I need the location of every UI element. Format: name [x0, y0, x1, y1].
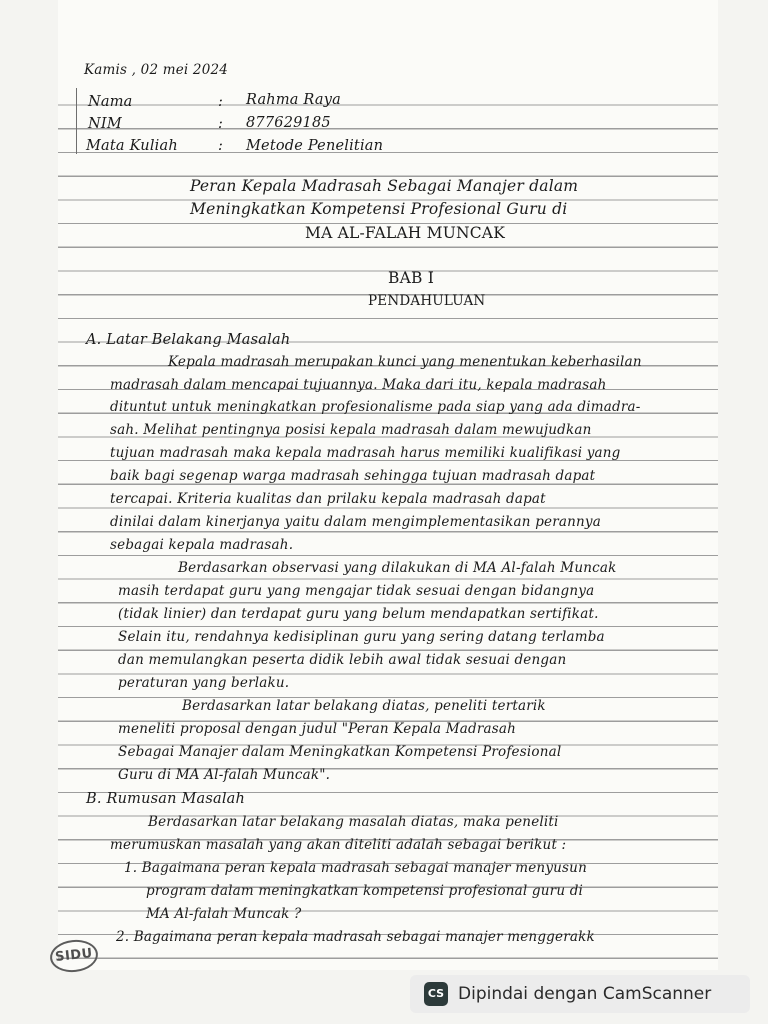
header-margin-line: [76, 88, 77, 154]
date-text: Kamis , 02 mei 2024: [84, 62, 229, 78]
paragraph-line: sah. Melihat pentingnya posisi kepala madrasah dalam mewujudkan: [110, 422, 592, 438]
paragraph-line: tercapai. Kriteria kualitas dan prilaku kepala madrasah dapat: [110, 491, 546, 507]
matkul-separator: :: [218, 138, 224, 154]
section-b-heading: B. Rumusan Masalah: [86, 791, 246, 807]
chapter-title: PENDAHULUAN: [368, 293, 486, 309]
title-line-3: MA AL-FALAH MUNCAK: [305, 224, 505, 242]
chapter-number: BAB I: [388, 269, 435, 287]
list-item: 2. Bagaimana peran kepala madrasah sebagai manajer menggerakk: [116, 929, 595, 945]
section-a-heading: A. Latar Belakang Masalah: [86, 332, 291, 348]
paragraph-line: Sebagai Manajer dalam Meningkatkan Kompetensi Profesional: [118, 744, 562, 760]
nim-label: NIM: [88, 116, 122, 132]
paragraph-line: peraturan yang berlaku.: [118, 675, 290, 691]
paragraph-line: tujuan madrasah maka kepala madrasah harus memiliki kualifikasi yang: [110, 445, 621, 461]
camscanner-label: Dipindai dengan CamScanner: [458, 984, 712, 1004]
sidu-logo: SIDU: [48, 938, 99, 975]
paragraph-line: Berdasarkan observasi yang dilakukan di MA Al-falah Muncak: [178, 560, 617, 576]
title-line-1: Peran Kepala Madrasah Sebagai Manajer dalam: [190, 177, 579, 195]
paragraph-line: Kepala madrasah merupakan kunci yang menentukan keberhasilan: [168, 354, 642, 370]
nama-value: Rahma Raya: [246, 92, 341, 108]
nim-value: 877629185: [246, 115, 331, 131]
paragraph-line: baik bagi segenap warga madrasah sehingga tujuan madrasah dapat: [110, 468, 596, 484]
paragraph-line: merumuskan masalah yang akan diteliti adalah sebagai berikut :: [110, 837, 567, 853]
paragraph-line: meneliti proposal dengan judul "Peran Kepala Madrasah: [118, 721, 517, 737]
nama-separator: :: [218, 94, 224, 110]
matkul-label: Mata Kuliah: [86, 138, 178, 154]
list-item-continuation: MA Al-falah Muncak ?: [146, 906, 302, 922]
paragraph-line: dituntut untuk meningkatkan profesionalisme pada siap yang ada dimadra-: [110, 399, 641, 415]
nim-separator: :: [218, 116, 224, 132]
paragraph-line: dinilai dalam kinerjanya yaitu dalam mengimplementasikan perannya: [110, 514, 601, 530]
camscanner-icon: CS: [424, 982, 448, 1006]
paragraph-line: Selain itu, rendahnya kedisiplinan guru yang sering datang terlamba: [118, 629, 605, 645]
nama-label: Nama: [88, 94, 133, 110]
matkul-value: Metode Penelitian: [246, 138, 384, 154]
paragraph-line: masih terdapat guru yang mengajar tidak sesuai dengan bidangnya: [118, 583, 595, 599]
paragraph-line: (tidak linier) dan terdapat guru yang belum mendapatkan sertifikat.: [118, 606, 599, 622]
list-item-continuation: program dalam meningkatkan kompetensi profesional guru di: [146, 883, 584, 899]
paragraph-line: Guru di MA Al-falah Muncak".: [118, 767, 331, 783]
camscanner-watermark: [410, 975, 750, 1013]
paragraph-line: Berdasarkan latar belakang diatas, peneliti tertarik: [182, 698, 546, 714]
paragraph-line: dan memulangkan peserta didik lebih awal tidak sesuai dengan: [118, 652, 567, 668]
paragraph-line: Berdasarkan latar belakang masalah diatas, maka peneliti: [148, 814, 559, 830]
list-item: 1. Bagaimana peran kepala madrasah sebagai manajer menyusun: [124, 860, 587, 876]
title-line-2: Meningkatkan Kompetensi Profesional Guru di: [190, 200, 568, 218]
paragraph-line: madrasah dalam mencapai tujuannya. Maka dari itu, kepala madrasah: [110, 377, 607, 393]
paragraph-line: sebagai kepala madrasah.: [110, 537, 294, 553]
